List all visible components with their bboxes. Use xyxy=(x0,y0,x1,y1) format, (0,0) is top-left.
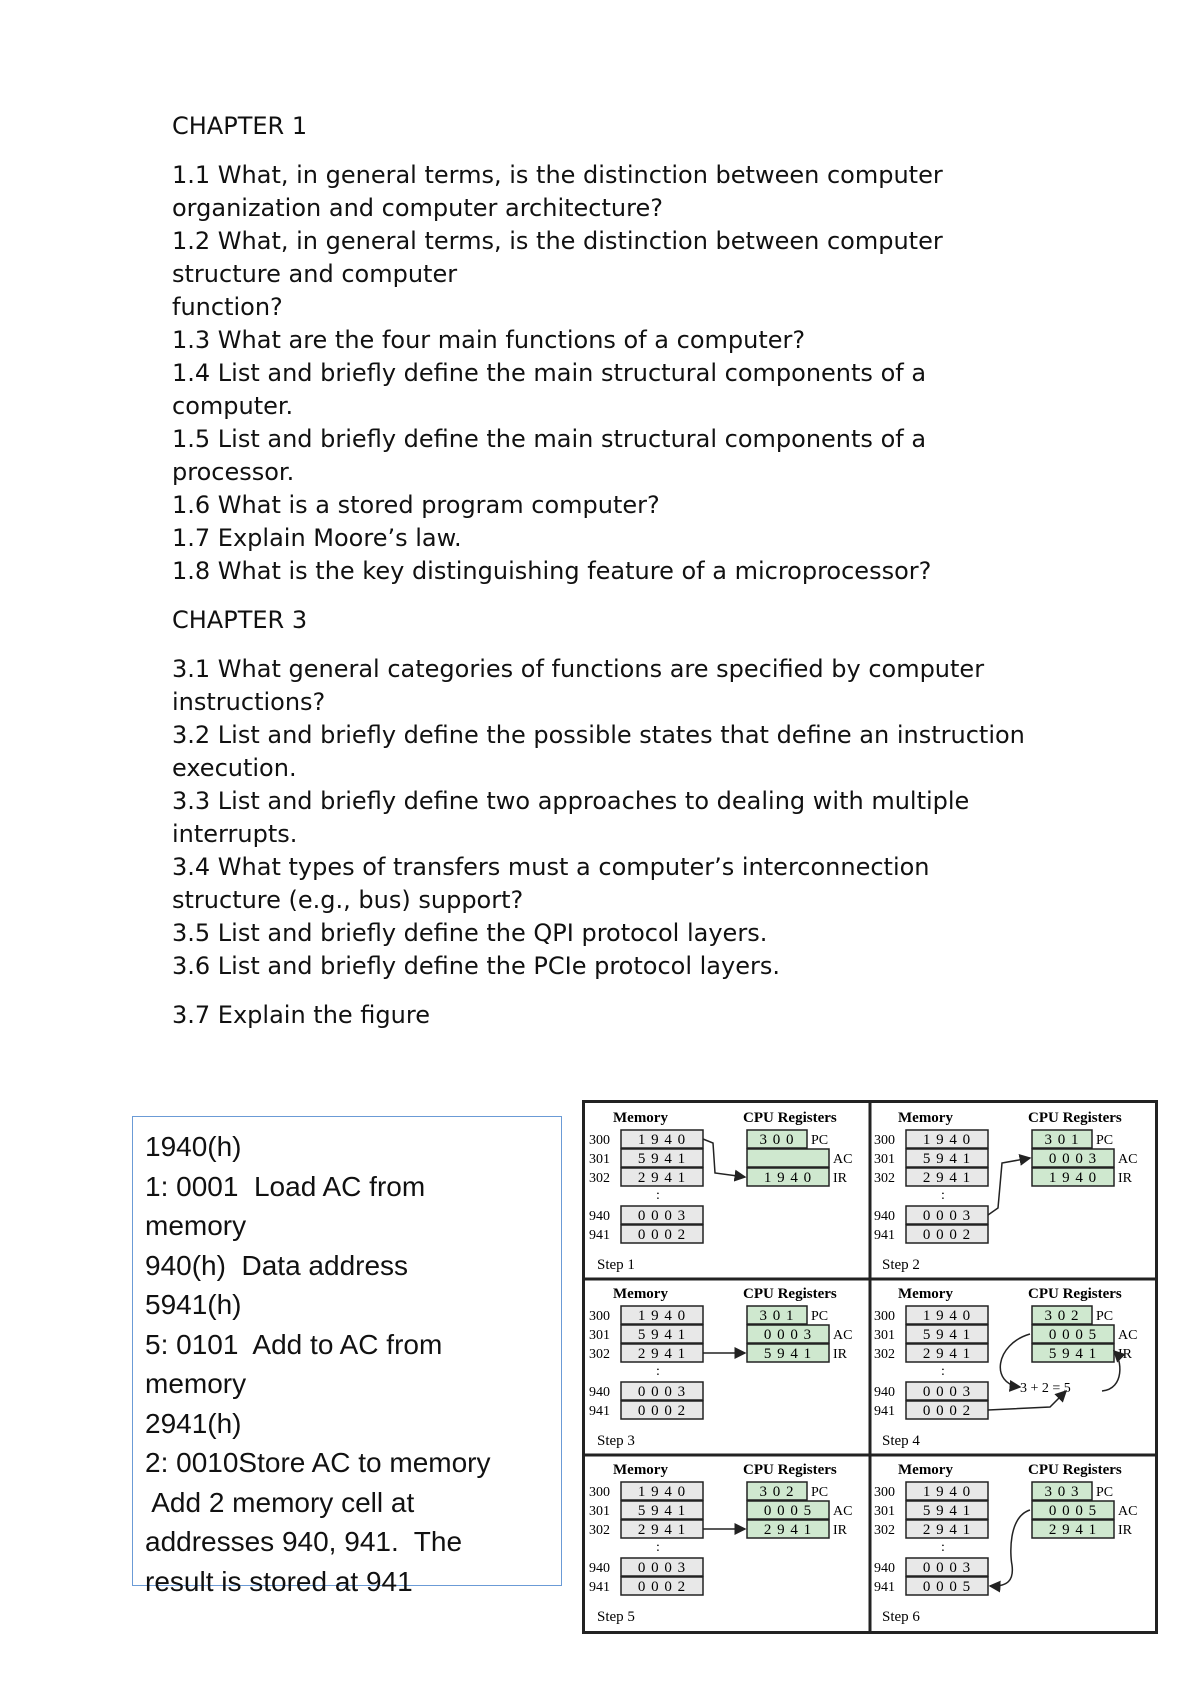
chapter1-line: function? xyxy=(172,293,283,321)
memory-address: 941 xyxy=(589,1228,610,1243)
chapter1-line: 1.4 List and briefly define the main structural components of a xyxy=(172,359,927,387)
memory-address: 302 xyxy=(589,1171,610,1186)
chapter1-line: 1.6 What is a stored program computer? xyxy=(172,491,660,519)
memory-label: Memory xyxy=(898,1462,953,1478)
note-line: result is stored at 941 xyxy=(145,1565,413,1597)
memory-address: 301 xyxy=(589,1504,610,1519)
register-value: 3 0 3 xyxy=(1044,1484,1080,1500)
memory-cell-value: 0 0 0 2 xyxy=(637,1403,687,1419)
register-name: PC xyxy=(811,1133,829,1148)
memory-cell-value: 1 9 4 0 xyxy=(637,1132,687,1148)
data-flow-arrow xyxy=(1000,1334,1030,1387)
memory-address: 300 xyxy=(874,1133,895,1148)
chapter3-line: 3.3 List and briefly define two approaches to dealing with multiple xyxy=(172,787,970,815)
memory-label: Memory xyxy=(613,1110,668,1126)
step-label: Step 2 xyxy=(882,1257,920,1273)
register-name: AC xyxy=(833,1328,853,1343)
cpu-registers-label: CPU Registers xyxy=(743,1286,837,1302)
register-name: IR xyxy=(1118,1347,1132,1362)
memory-cell-value: 2 9 4 1 xyxy=(922,1170,972,1186)
memory-address: 300 xyxy=(589,1485,610,1500)
note-line: memory xyxy=(145,1210,247,1241)
memory-label: Memory xyxy=(613,1462,668,1478)
cpu-registers-label: CPU Registers xyxy=(743,1462,837,1478)
cpu-registers-label: CPU Registers xyxy=(1028,1286,1122,1302)
register-name: IR xyxy=(833,1347,847,1362)
chapter3-line: 3.4 What types of transfers must a computer’s interconnection xyxy=(172,853,930,881)
register-value: 0 0 0 5 xyxy=(1048,1503,1098,1519)
note-line: 1940(h) xyxy=(145,1131,242,1162)
memory-cell-value: 0 0 0 3 xyxy=(922,1384,972,1400)
data-flow-arrow xyxy=(988,1158,1030,1215)
register-name: PC xyxy=(811,1309,829,1324)
memory-address: 940 xyxy=(589,1209,610,1224)
memory-address: 941 xyxy=(874,1404,895,1419)
step-label: Step 5 xyxy=(597,1609,635,1625)
chapter-3-heading: CHAPTER 3 xyxy=(172,606,308,634)
register-value: 3 0 0 xyxy=(759,1132,795,1148)
memory-cell-value: 1 9 4 0 xyxy=(922,1308,972,1324)
note-line: 2: 0010Store AC to memory xyxy=(145,1447,491,1478)
register-value: 0 0 0 3 xyxy=(1048,1151,1098,1167)
step-panel-1 xyxy=(589,1110,852,1273)
memory-cell-value: 5 9 4 1 xyxy=(922,1327,972,1343)
chapter1-line: computer. xyxy=(172,392,294,420)
memory-address: 300 xyxy=(874,1485,895,1500)
memory-address: 302 xyxy=(874,1523,895,1538)
chapter-1-heading: CHAPTER 1 xyxy=(172,112,308,140)
memory-cell-value: 0 0 0 3 xyxy=(922,1208,972,1224)
step-panel-6 xyxy=(874,1462,1137,1625)
memory-ellipsis: : xyxy=(941,1540,945,1555)
memory-address: 940 xyxy=(874,1209,895,1224)
memory-cell-value: 5 9 4 1 xyxy=(637,1327,687,1343)
memory-cell-value: 1 9 4 0 xyxy=(922,1484,972,1500)
note-line: 5941(h) xyxy=(145,1289,242,1320)
memory-cell-value: 0 0 0 2 xyxy=(637,1227,687,1243)
register-value: 3 0 2 xyxy=(759,1484,795,1500)
instruction-cycle-diagram xyxy=(585,1103,1155,1631)
register-value: 0 0 0 3 xyxy=(763,1327,813,1343)
memory-cell-value: 2 9 4 1 xyxy=(637,1346,687,1362)
memory-address: 301 xyxy=(874,1328,895,1343)
sum-annotation: 3 + 2 = 5 xyxy=(1020,1381,1071,1396)
chapter3-line: structure (e.g., bus) support? xyxy=(172,886,524,914)
register-value: 3 0 1 xyxy=(759,1308,795,1324)
register-value: 1 9 4 0 xyxy=(1048,1170,1098,1186)
memory-label: Memory xyxy=(613,1286,668,1302)
register-name: IR xyxy=(1118,1171,1132,1186)
memory-cell-value: 5 9 4 1 xyxy=(637,1503,687,1519)
register-value: 0 0 0 5 xyxy=(1048,1327,1098,1343)
chapter-3-questions xyxy=(172,653,1132,983)
note-line: 2941(h) xyxy=(145,1407,242,1439)
memory-address: 302 xyxy=(589,1523,610,1538)
register-name: IR xyxy=(1118,1523,1132,1538)
memory-label: Memory xyxy=(898,1286,953,1302)
chapter1-line: 1.7 Explain Moore’s law. xyxy=(172,524,462,552)
chapter3-line: 3.2 List and briefly define the possible states that define an instruction xyxy=(172,721,1025,749)
register-name: PC xyxy=(1096,1485,1114,1500)
chapter1-line: 1.2 What, in general terms, is the distinction between computer xyxy=(172,227,943,255)
step-panel-5 xyxy=(589,1462,852,1625)
chapter1-line: processor. xyxy=(172,458,295,486)
step-label: Step 6 xyxy=(882,1609,920,1625)
chapter3-line: execution. xyxy=(172,754,297,782)
data-flow-arrow xyxy=(703,1139,745,1177)
chapter1-line: structure and computer xyxy=(172,260,458,288)
memory-address: 302 xyxy=(589,1347,610,1362)
memory-address: 301 xyxy=(589,1152,610,1167)
register-name: AC xyxy=(1118,1152,1138,1167)
register-value: 5 9 4 1 xyxy=(1048,1346,1098,1362)
chapter1-line: 1.8 What is the key distinguishing feature of a microprocessor? xyxy=(172,557,932,585)
note-line: 5: 0101 Add to AC from xyxy=(145,1328,443,1360)
register-name: PC xyxy=(1096,1309,1114,1324)
register-name: PC xyxy=(811,1485,829,1500)
register-value: 2 9 4 1 xyxy=(763,1522,813,1538)
questions-document xyxy=(172,110,1132,1032)
memory-cell-value: 0 0 0 2 xyxy=(922,1403,972,1419)
memory-address: 941 xyxy=(874,1580,895,1595)
note-line: 1: 0001 Load AC from xyxy=(145,1170,426,1202)
chapter1-line: 1.1 What, in general terms, is the distinction between computer xyxy=(172,161,943,189)
memory-cell-value: 5 9 4 1 xyxy=(922,1151,972,1167)
register-value: 3 0 2 xyxy=(1044,1308,1080,1324)
memory-address: 941 xyxy=(589,1580,610,1595)
memory-cell-value: 1 9 4 0 xyxy=(637,1484,687,1500)
memory-label: Memory xyxy=(898,1110,953,1126)
memory-address: 300 xyxy=(874,1309,895,1324)
instruction-cycle-figure xyxy=(582,1100,1158,1634)
step-panel-3 xyxy=(589,1286,852,1449)
cpu-registers-label: CPU Registers xyxy=(1028,1462,1122,1478)
memory-ellipsis: : xyxy=(656,1188,660,1203)
question-3-7: 3.7 Explain the figure xyxy=(172,1001,430,1029)
cpu-registers-label: CPU Registers xyxy=(1028,1110,1122,1126)
memory-address: 940 xyxy=(874,1561,895,1576)
memory-cell-value: 1 9 4 0 xyxy=(637,1308,687,1324)
memory-cell-value: 0 0 0 3 xyxy=(637,1384,687,1400)
step-panel-4 xyxy=(874,1286,1137,1449)
memory-address: 941 xyxy=(874,1228,895,1243)
register-name: AC xyxy=(1118,1504,1138,1519)
chapter3-line: instructions? xyxy=(172,688,326,716)
register-name: PC xyxy=(1096,1133,1114,1148)
register-cell xyxy=(747,1149,829,1167)
memory-cell-value: 0 0 0 3 xyxy=(922,1560,972,1576)
memory-cell-value: 1 9 4 0 xyxy=(922,1132,972,1148)
memory-address: 300 xyxy=(589,1309,610,1324)
memory-address: 940 xyxy=(874,1385,895,1400)
register-value: 1 9 4 0 xyxy=(763,1170,813,1186)
step-label: Step 1 xyxy=(597,1257,635,1273)
memory-address: 301 xyxy=(874,1152,895,1167)
memory-address: 301 xyxy=(874,1504,895,1519)
chapter1-line: 1.3 What are the four main functions of a computer? xyxy=(172,326,806,354)
memory-cell-value: 2 9 4 1 xyxy=(922,1346,972,1362)
data-flow-arrow xyxy=(990,1510,1030,1586)
memory-cell-value: 2 9 4 1 xyxy=(637,1522,687,1538)
cpu-registers-label: CPU Registers xyxy=(743,1110,837,1126)
chapter3-line: interrupts. xyxy=(172,820,298,848)
chapter3-line: 3.5 List and briefly define the QPI protocol layers. xyxy=(172,919,768,947)
register-name: AC xyxy=(833,1504,853,1519)
note-line: memory xyxy=(145,1368,247,1399)
memory-address: 940 xyxy=(589,1385,610,1400)
register-value: 2 9 4 1 xyxy=(1048,1522,1098,1538)
memory-address: 940 xyxy=(589,1561,610,1576)
memory-cell-value: 5 9 4 1 xyxy=(922,1503,972,1519)
memory-cell-value: 2 9 4 1 xyxy=(922,1522,972,1538)
register-name: AC xyxy=(833,1152,853,1167)
memory-cell-value: 0 0 0 5 xyxy=(922,1579,972,1595)
memory-ellipsis: : xyxy=(656,1540,660,1555)
memory-cell-value: 0 0 0 2 xyxy=(922,1227,972,1243)
chapter1-line: 1.5 List and briefly define the main structural components of a xyxy=(172,425,927,453)
memory-cell-value: 0 0 0 2 xyxy=(637,1579,687,1595)
memory-cell-value: 5 9 4 1 xyxy=(637,1151,687,1167)
note-line: Add 2 memory cell at xyxy=(145,1486,415,1518)
memory-address: 302 xyxy=(874,1171,895,1186)
memory-cell-value: 0 0 0 3 xyxy=(637,1560,687,1576)
step-panel-2 xyxy=(874,1110,1137,1273)
register-name: IR xyxy=(833,1171,847,1186)
memory-address: 301 xyxy=(589,1328,610,1343)
register-name: IR xyxy=(833,1523,847,1538)
chapter3-line: 3.6 List and briefly define the PCIe protocol layers. xyxy=(172,952,780,980)
memory-cell-value: 0 0 0 3 xyxy=(637,1208,687,1224)
register-value: 0 0 0 5 xyxy=(763,1503,813,1519)
chapter-1-questions xyxy=(172,159,1132,588)
memory-address: 302 xyxy=(874,1347,895,1362)
chapter1-line: organization and computer architecture? xyxy=(172,194,663,222)
register-name: AC xyxy=(1118,1328,1138,1343)
memory-address: 941 xyxy=(589,1404,610,1419)
explanation-text-box xyxy=(132,1116,562,1597)
memory-ellipsis: : xyxy=(941,1188,945,1203)
register-value: 5 9 4 1 xyxy=(763,1346,813,1362)
step-label: Step 3 xyxy=(597,1433,635,1449)
chapter3-line: 3.1 What general categories of functions are specified by computer xyxy=(172,655,985,683)
memory-ellipsis: : xyxy=(941,1364,945,1379)
memory-cell-value: 2 9 4 1 xyxy=(637,1170,687,1186)
note-line: 940(h) Data address xyxy=(145,1249,409,1281)
step-label: Step 4 xyxy=(882,1433,920,1449)
memory-ellipsis: : xyxy=(656,1364,660,1379)
note-line: addresses 940, 941. The xyxy=(145,1526,463,1557)
memory-address: 300 xyxy=(589,1133,610,1148)
register-value: 3 0 1 xyxy=(1044,1132,1080,1148)
